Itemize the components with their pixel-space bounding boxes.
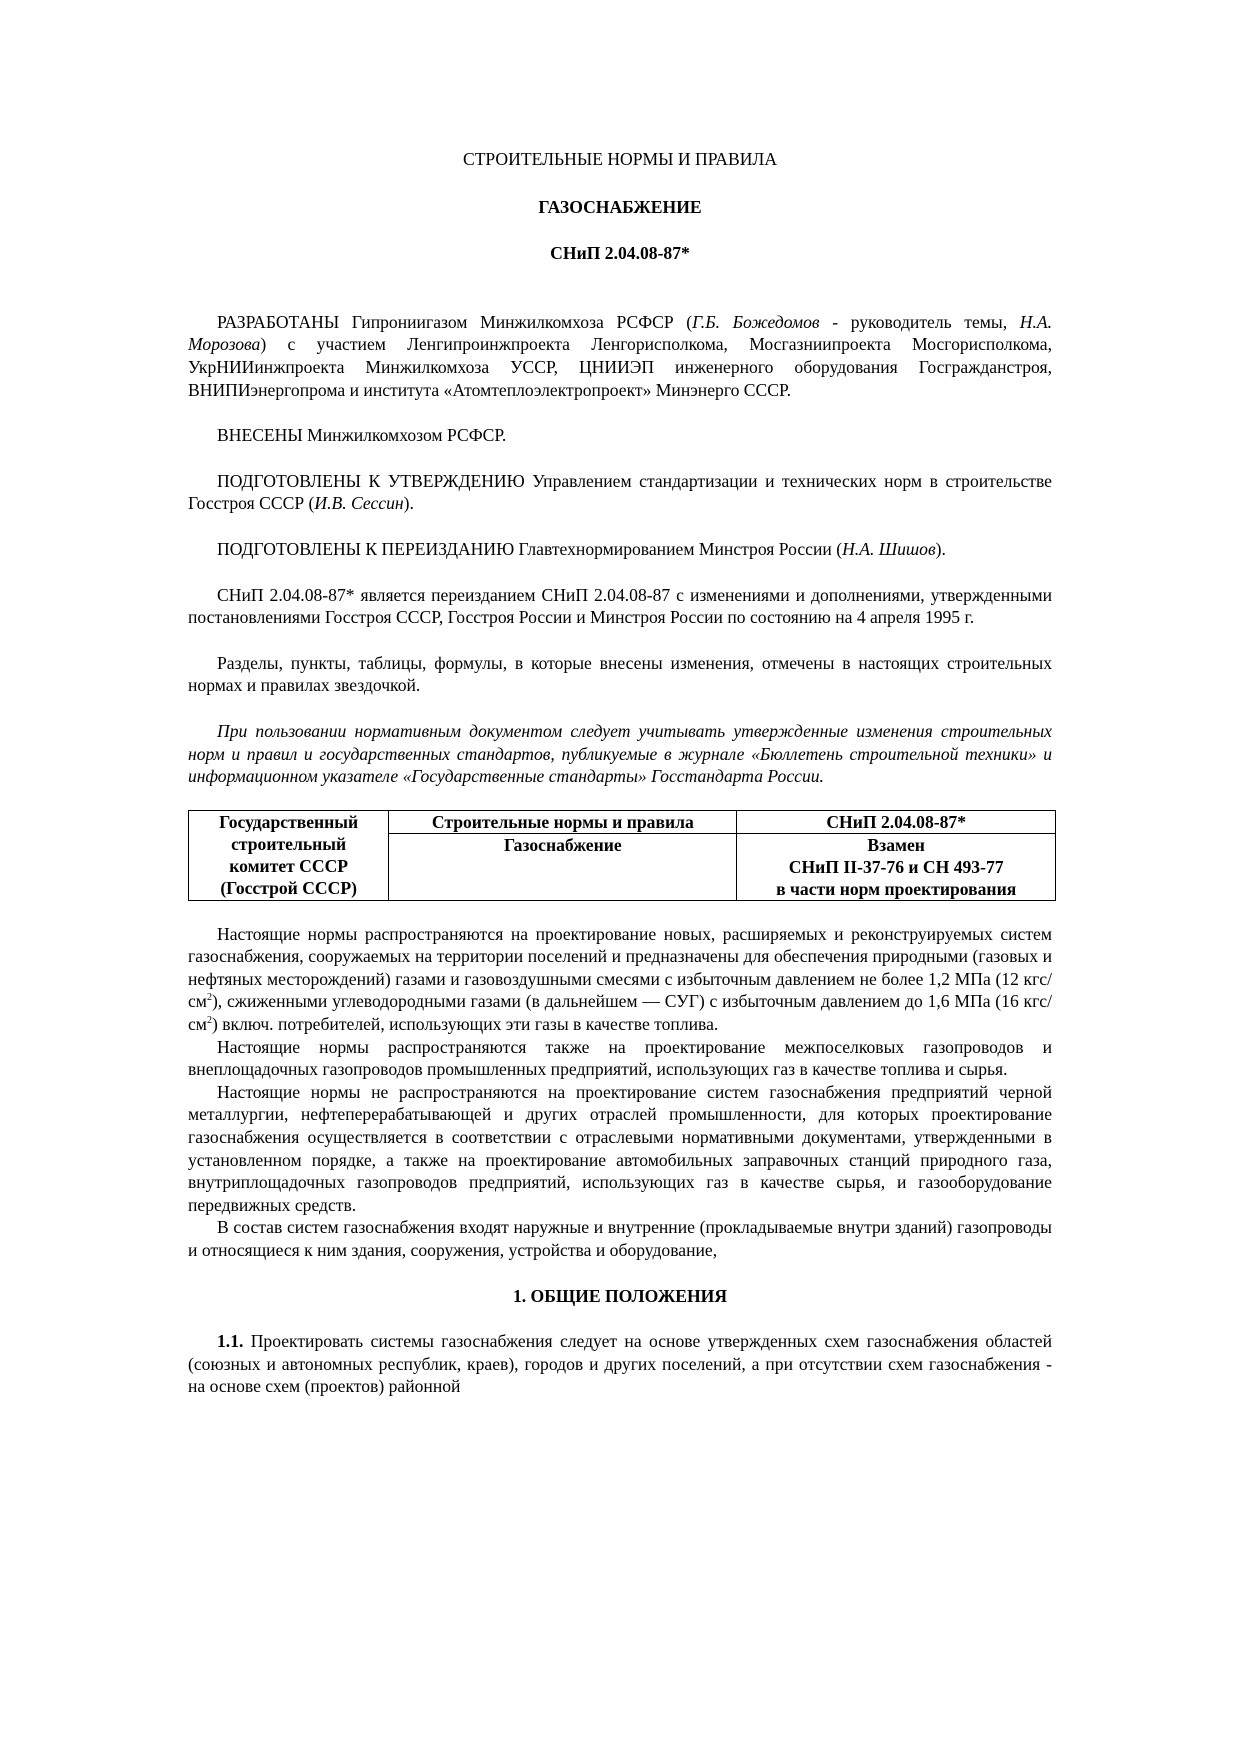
scope-text-b: ), сжиженными углеводородными газами (в дальнейшем — СУГ) с избыточным давлением до 1,6 МПа (16 кгс/см bbox=[188, 991, 1052, 1035]
issuer-line-2: строительный bbox=[231, 833, 347, 854]
submitted-paragraph: ВНЕСЕНЫ Минжилкомхозом РСФСР. bbox=[217, 425, 507, 446]
usage-note-paragraph: При пользовании нормативным документом следует учитывать утвержденные изменения строительных норм и правил и государственных стандартов, публикуемые в журнале «Бюллетень строительной техники» и информационном указателе «Государственные стандарты» Госстандарта России. bbox=[188, 720, 1052, 787]
developed-text-c: ) с участием Ленгипроинжпроекта Ленгорисполкома, Мосгазниипроекта Мосгорисполкома, УкрНИИинжпроекта Минжилкомхоза УССР, ЦНИИЭП инженерного оборудования Госгражданстроя, ВНИПИэнергопрома и института «Атомтеплоэлектропроект» Минэнерго СССР. bbox=[188, 334, 1052, 400]
prepared-reissue-paragraph bbox=[188, 538, 1052, 561]
prepared-reissue-close: ). bbox=[935, 538, 946, 559]
section-heading: 1. ОБЩИЕ ПОЛОЖЕНИЯ bbox=[512, 1285, 728, 1306]
scope-paragraph-4: В состав систем газоснабжения входят наружные и внутренние (прокладываемые внутри зданий) газопроводы и относящиеся к ним здания, сооружения, устройства и оборудование, bbox=[188, 1217, 1052, 1260]
developed-paragraph bbox=[188, 311, 1052, 401]
document-header-table bbox=[188, 810, 1056, 901]
clause-1-1 bbox=[188, 1330, 1052, 1398]
clause-text: Проектировать системы газоснабжения следует на основе утвержденных схем газоснабжения областей (союзных и автономных республик, краев), городов и других поселений, а при отсутствии схем газоснабжения - на основе схем (проектов) районной bbox=[188, 1331, 1052, 1397]
scope-paragraph-1 bbox=[188, 923, 1052, 1036]
replaces-scope: в части норм проектирования bbox=[776, 878, 1017, 899]
superscript: 2 bbox=[206, 1015, 212, 1027]
document-page bbox=[188, 148, 1052, 1398]
doc-subject-cell: Газоснабжение bbox=[389, 833, 737, 900]
doc-code-cell: СНиП 2.04.08-87* bbox=[737, 810, 1056, 833]
replaces-label: Взамен bbox=[867, 834, 925, 855]
prepared-approval-paragraph bbox=[188, 470, 1052, 515]
doc-code: СНиП 2.04.08-87* bbox=[550, 243, 690, 264]
prepared-reissue-text: ПОДГОТОВЛЕНЫ К ПЕРЕИЗДАНИЮ Главтехнормированием Минстроя России ( bbox=[217, 538, 843, 559]
reissue-note-paragraph: СНиП 2.04.08-87* является переизданием СНиП 2.04.08-87 с изменениями и дополнениями, утвержденными постановлениями Госстроя СССР, Госстроя России и Минстроя России по состоянию на 4 апреля 1995 г. bbox=[188, 584, 1052, 628]
prepared-reissue-author: Н.А. Шишов bbox=[842, 538, 936, 559]
issuer-line-3: комитет СССР bbox=[229, 855, 349, 876]
developed-text-b: - руководитель темы, bbox=[819, 311, 1020, 332]
superscript: 2 bbox=[206, 992, 212, 1004]
developed-text-a: РАЗРАБОТАНЫ Гипрониигазом Минжилкомхоза РСФСР ( bbox=[217, 311, 693, 332]
doc-title: ГАЗОСНАБЖЕНИЕ bbox=[538, 196, 702, 217]
table-row bbox=[189, 810, 1056, 833]
issuer-line-4: (Госстрой СССР) bbox=[220, 877, 357, 898]
asterisk-note-paragraph: Разделы, пункты, таблицы, формулы, в которые внесены изменения, отмечены в настоящих строительных нормах и правилах звездочкой. bbox=[188, 652, 1052, 696]
prepared-approval-close: ). bbox=[403, 493, 414, 514]
clause-number: 1.1. bbox=[217, 1331, 244, 1352]
replaces-cell bbox=[737, 833, 1056, 900]
issuer-cell bbox=[189, 810, 389, 900]
prepared-approval-author: И.В. Сессин bbox=[314, 493, 404, 514]
replaces-codes: СНиП II-37-76 и СН 493-77 bbox=[788, 856, 1004, 877]
scope-text-a: Настоящие нормы распространяются на проектирование новых, расширяемых и реконструируемых систем газоснабжения, сооружаемых на территории поселений и предназначены для обеспечения природными (газовых и нефтяных месторождений) газами и газовоздушными смесями с избыточным давлением не более 1,2 МПа (12 кгс/см bbox=[188, 923, 1052, 1012]
developed-author-1: Г.Б. Божедомов bbox=[692, 311, 820, 332]
scope-paragraph-3: Настоящие нормы не распространяются на проектирование систем газоснабжения предприятий черной металлургии, нефтеперерабатывающей и других отраслей промышленности, для которых проектирование газоснабжения осуществляется в соответствии с отраслевыми нормативными документами, утвержденными в установленном порядке, а также на проектирование автомобильных заправочных станций природного газа, внутриплощадочных газопроводов предприятий, использующих газ в качестве сырья, и газооборудование передвижных средств. bbox=[188, 1081, 1052, 1215]
scope-paragraph-2: Настоящие нормы распространяются также на проектирование межпоселковых газопроводов и внеплощадочных газопроводов промышленных предприятий, использующих газ в качестве топлива и сырья. bbox=[188, 1036, 1052, 1080]
doc-type-heading: СТРОИТЕЛЬНЫЕ НОРМЫ И ПРАВИЛА bbox=[462, 149, 778, 169]
scope-text-c: ) включ. потребителей, использующих эти газы в качестве топлива. bbox=[211, 1014, 719, 1035]
issuer-line-1: Государственный bbox=[219, 811, 359, 832]
prepared-approval-text: ПОДГОТОВЛЕНЫ К УТВЕРЖДЕНИЮ Управлением стандартизации и технических норм в строительстве Госстроя СССР ( bbox=[188, 470, 1052, 514]
developed-author-2: Н.А. Морозова bbox=[188, 311, 1053, 355]
doc-category-cell: Строительные нормы и правила bbox=[389, 810, 737, 833]
